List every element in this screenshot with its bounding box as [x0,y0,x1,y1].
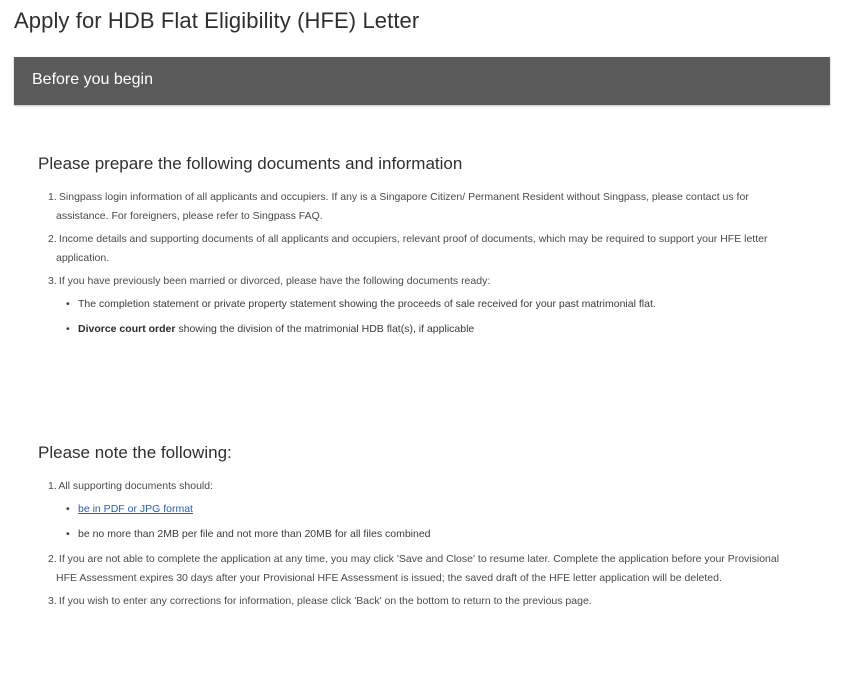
list-item: • The completion statement or private property statement showing the proceeds of sale received for your past matrimonial flat. [66,295,798,313]
prepare-list [38,188,798,338]
prepare-heading: Please prepare the following documents and information [38,154,463,173]
before-you-begin-banner [14,57,830,105]
list-item [66,500,798,518]
note-section [38,443,798,615]
bullet-icon: • [66,323,70,335]
list-item: 1. Singpass login information of all applicants and occupiers. If any is a Singapore Citizen/ Permanent Resident without Singpass, please contact us for assistance. For foreigners, please refer to Singpass FAQ. [48,191,749,222]
page-title: Apply for HDB Flat Eligibility (HFE) Letter [14,8,420,33]
note-list [38,477,798,611]
list-item: • be no more than 2MB per file and not more than 20MB for all files combined [66,525,798,543]
bullet-icon: • [66,298,70,310]
banner-label: Before you begin [32,71,153,88]
list-item: • Divorce court order showing the division of the matrimonial HDB flat(s), if applicable [66,320,798,338]
bullet-icon: • [66,503,70,515]
list-item: 2. If you are not able to complete the application at any time, you may click 'Save and Close' to resume later. Complete the application before your Provisional HFE Assessment expires 30 days after your Provisional HFE Assessment is issued; the saved draft of the HFE letter application will be deleted. [48,553,780,584]
list-item: 3. If you have previously been married or divorced, please have the following documents ready: • The completion statement or private property statement showing the proceeds of sale received for your past matrimonial flat. • Divorce court order showing the division of the matrimonial HDB flat(s), if applicable [48,272,798,338]
list-item: 2. Income details and supporting documents of all applicants and occupiers, relevant proof of documents, which may be required to support your HFE letter application. [48,233,768,264]
list-item: 3. If you wish to enter any corrections for information, please click 'Back' on the bottom to return to the previous page. [48,595,592,607]
prepare-section [38,154,798,345]
note-heading: Please note the following: [38,443,232,462]
note-sublist [56,500,798,543]
bullet-icon: • [66,528,70,540]
file-format-link[interactable]: be in PDF or JPG format [78,503,193,515]
prepare-sublist [56,295,798,338]
list-item: 1. All supporting documents should: • be in PDF or JPG format • be no more than 2MB per file and not more than 20MB for all files combined [48,477,798,543]
